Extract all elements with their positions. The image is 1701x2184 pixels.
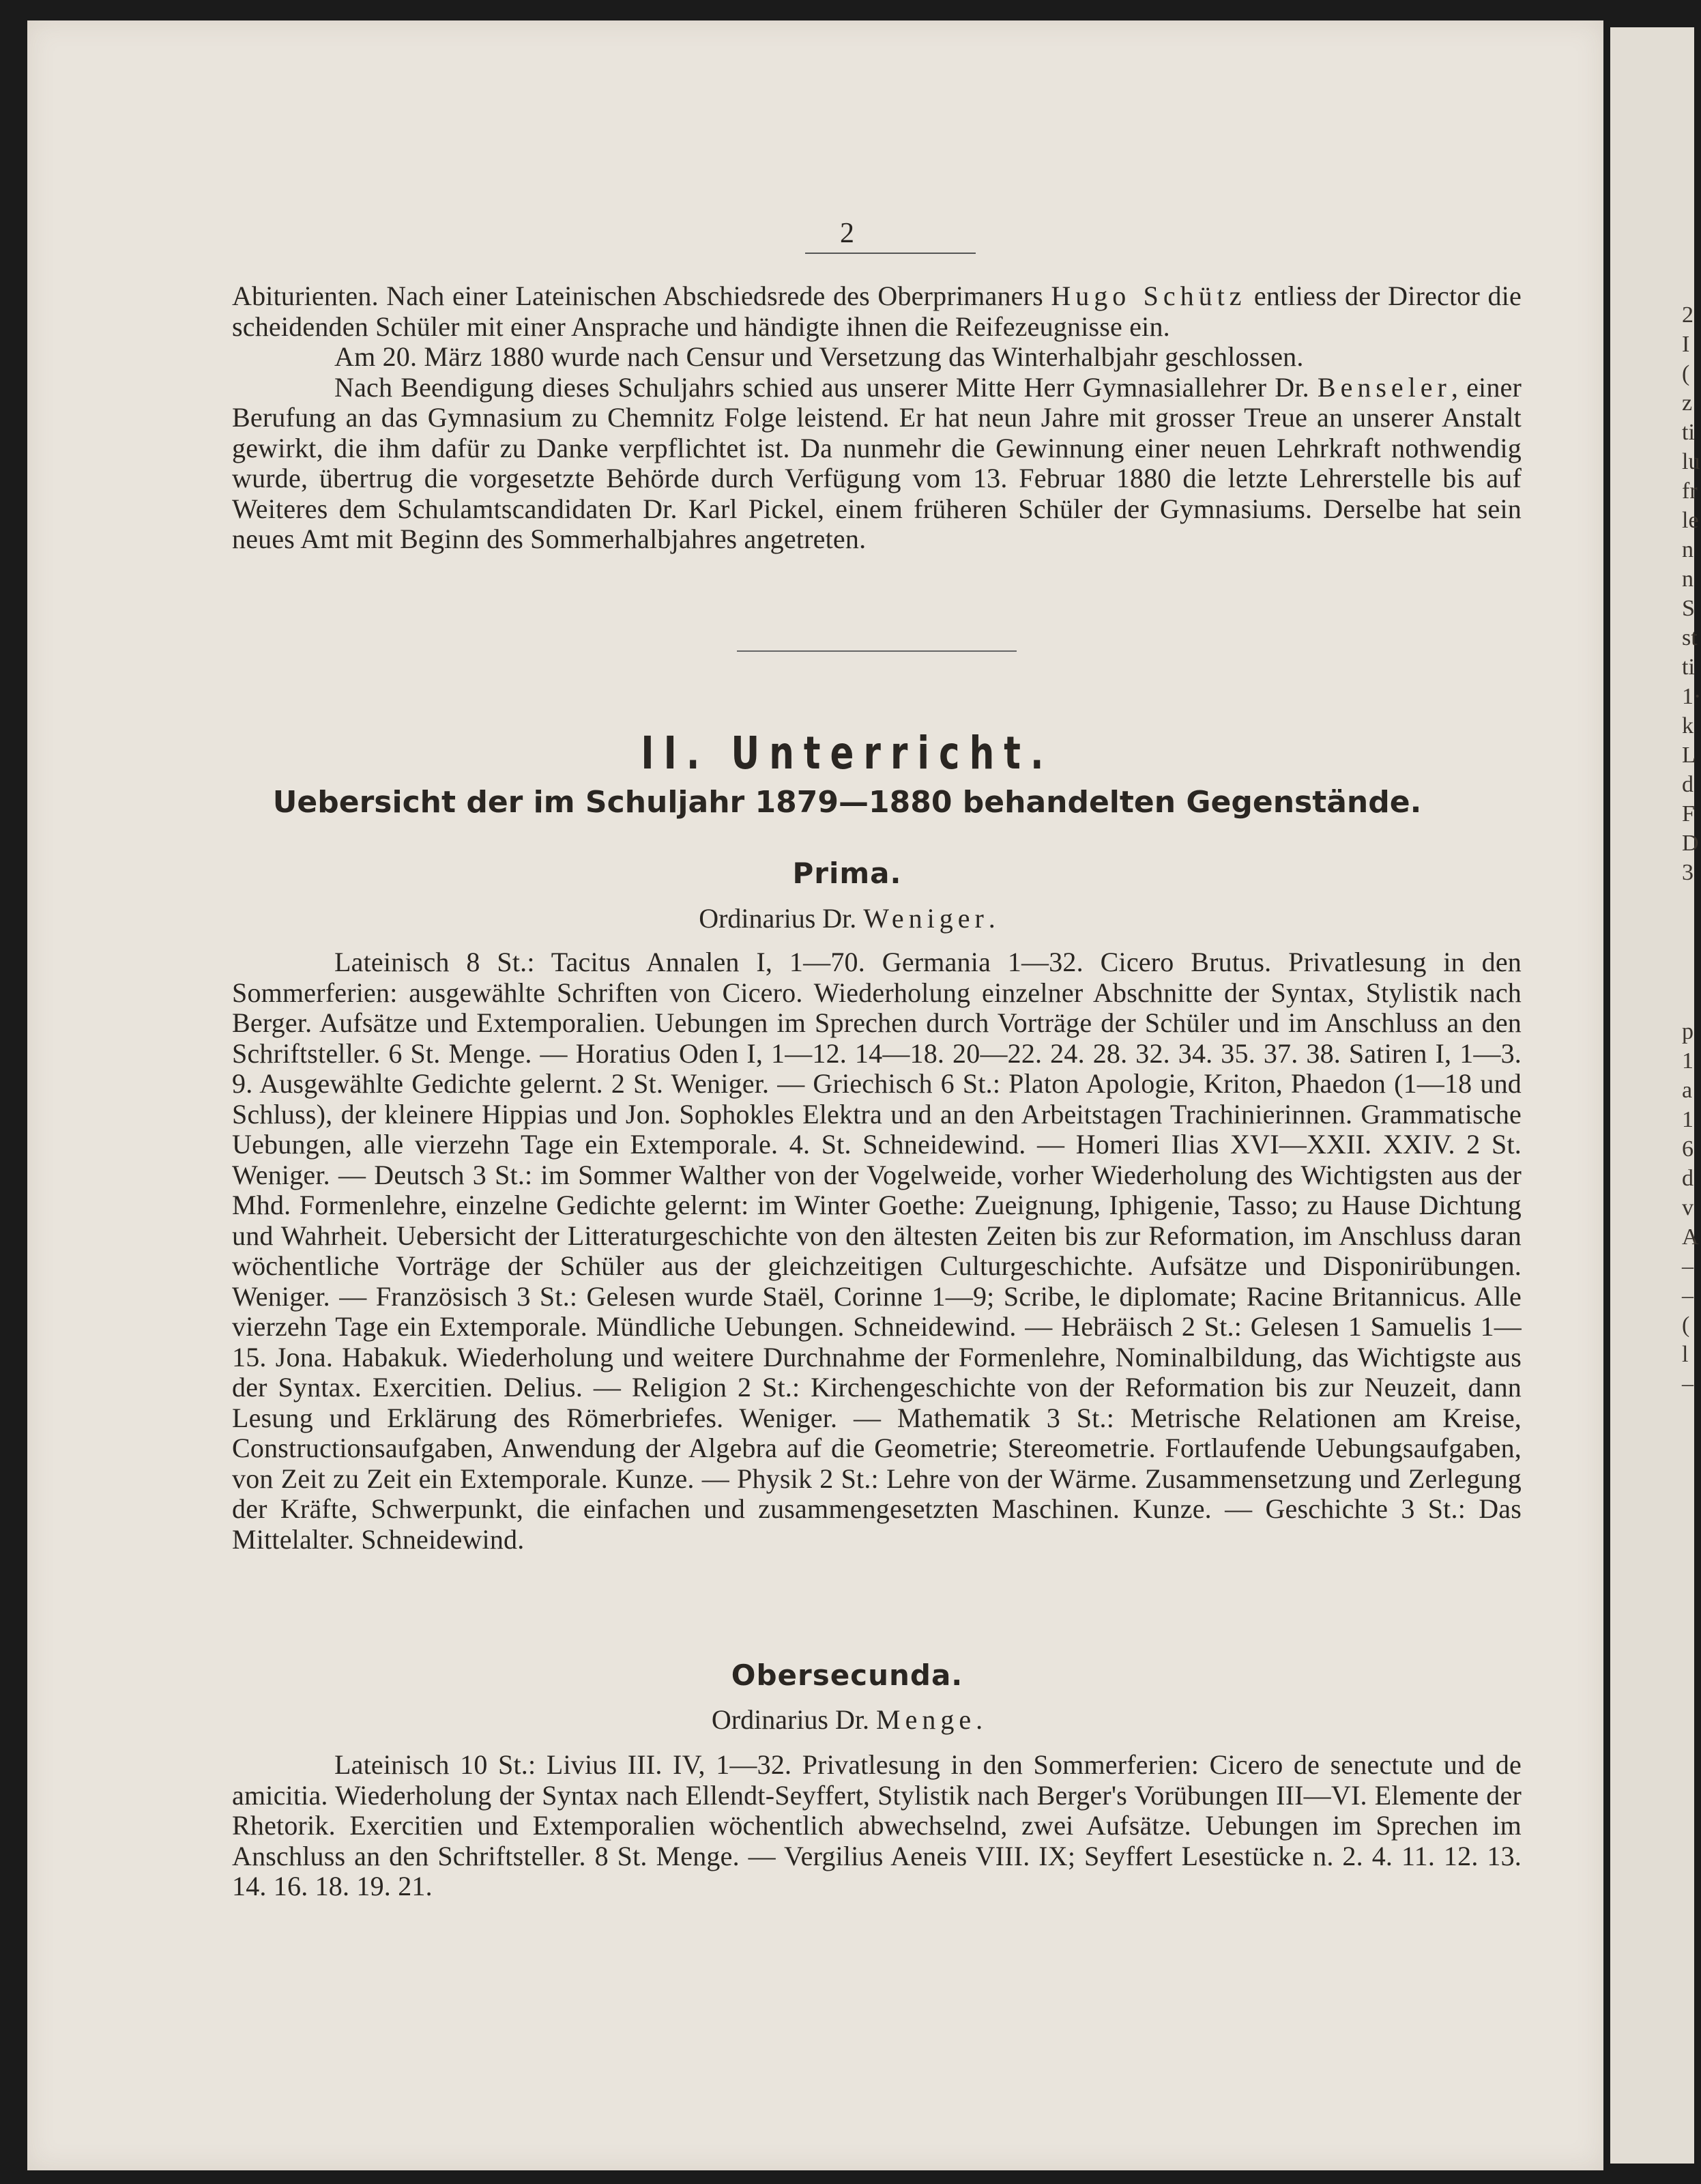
section-title: II. Unterricht.: [641, 727, 1053, 779]
section-divider: [737, 650, 1017, 652]
ordinarius-prima: Ordinarius Dr. Weniger.: [699, 903, 995, 934]
class-heading-prima: Prima.: [792, 857, 902, 890]
intro-paragraph: Abiturienten. Nach einer Lateinischen Abschiedsrede des Oberprimaners Hugo Schütz entliess der Director die scheidenden Schüler mit einer Ansprache und händigte ihnen die Reifezeugnisse ein.: [232, 281, 1522, 342]
page-number: 2: [840, 218, 854, 249]
adjacent-page-text-lower: p 1 a 1 6 d v A – – ( l –: [1682, 1019, 1699, 1396]
adjacent-page-text-upper: 2 I ( z ti lu fr le n n S st ti 1· k L d F D 3: [1682, 302, 1701, 885]
intro-paragraph: Am 20. März 1880 wurde nach Censur und Versetzung das Winterhalbjahr geschlossen.: [334, 341, 1304, 372]
prima-curriculum: [232, 947, 1522, 1555]
intro-paragraph: Nach Beendigung dieses Schuljahrs schied aus unserer Mitte Herr Gymnasiallehrer Dr. Benseler, einer Berufung an das Gymnasium zu Chemnitz Folge leistend. Er hat neun Jahre mit grosser Treue an unserer Anstalt gewirkt, die ihm dafür zu Danke verpflichtet ist. Da nunmehr die Gewinnung einer neuen Lehrkraft nothwendig wurde, übertrug die vorgesetzte Behörde durch Verfügung vom 13. Februar 1880 die letzte Lehrerstelle bis auf Weiteres dem Schulamtscandidaten Dr. Karl Pickel, einem früheren Schüler der Gymnasiums. Derselbe hat sein neues Amt mit Beginn des Sommerhalbjahres angetreten.: [232, 371, 1522, 554]
overview-title: Uebersicht der im Schuljahr 1879—1880 behandelten Gegenstände.: [272, 785, 1422, 820]
intro-text: [232, 281, 1522, 555]
obersecunda-curriculum: [232, 1750, 1522, 1902]
ordinarius-obersecunda: Ordinarius Dr. Menge.: [711, 1704, 983, 1735]
obersecunda-curriculum-text: Lateinisch 10 St.: Livius III. IV, 1—32. Privatlesung in den Sommerferien: Cicero de senectute und de amicitia. Wiederholung der Syntax nach Ellendt-Seyffert, Stylistik nach Berger's Vorübungen III—VI. Elemente der Rhetorik. Exercitien und Extemporalien wöchentlich abwechselnd, zwei Aufsätze. Uebungen im Sprechen im Anschluss an den Schriftsteller. 8 St. Menge. — Vergilius Aeneis VIII. IX; Seyffert Lesestücke n. 2. 4. 11. 12. 13. 14. 16. 18. 19. 21.: [232, 1749, 1522, 1901]
prima-curriculum-text: Lateinisch 8 St.: Tacitus Annalen I, 1—70. Germania 1—32. Cicero Brutus. Privatlesung in den Sommerferien: ausgewählte Schriften von Cicero. Wiederholung einzelner Abschnitte der Syntax, Stylistik nach Berger. Aufsätze und Extemporalien. Uebungen im Sprechen durch Vorträge der Schüler und im Anschluss an den Schriftsteller. 6 St. Menge. — Horatius Oden I, 1—12. 14—18. 20—22. 24. 28. 32. 34. 35. 37. 38. Satiren I, 1—3. 9. Ausgewählte Gedichte gelernt. 2 St. Weniger. — Griechisch 6 St.: Platon Apologie, Kriton, Phaedon (1—18 und Schluss), der kleinere Hippias und Jon. Sophokles Elektra und an den Arbeitstagen Trachinierinnen. Grammatische Uebungen, alle vierzehn Tage ein Extemporale. 4. St. Schneidewind. — Homeri Ilias XVI—XXII. XXIV. 2 St. Weniger. — Deutsch 3 St.: im Sommer Walther von der Vogelweide, vorher Wiederholung des Wichtigsten aus der Mhd. Formenlehre, einzelne Gedichte gelernt: im Winter Goethe: Zueignung, Iphigenie, Tasso; zu Hause Dichtung und Wahrheit. Uebersicht der Litteraturgeschichte von den ältesten Zeiten bis zur Reformation, im Anschluss daran wöchentliche Vorträge der Schüler aus der gleichzeitigen Culturgeschichte. Aufsätze und Disponirübungen. Weniger. — Französisch 3 St.: Gelesen wurde Staël, Corinne 1—9; Scribe, le diplomate; Racine Britannicus. Alle vierzehn Tage ein Extemporale. Mündliche Uebungen. Schneidewind. — Hebräisch 2 St.: Gelesen 1 Samuelis 1—15. Jona. Habakuk. Wiederholung und weitere Durchnahme der Formenlehre, Nominalbildung, das Wichtigste aus der Syntax. Exercitien. Delius. — Religion 2 St.: Kirchengeschichte von der Reformation bis zur Neuzeit, dann Lesung und Erklärung des Römerbriefes. Weniger. — Mathematik 3 St.: Metrische Relationen am Kreise, Constructionsaufgaben, Anwendung der Algebra auf die Geometrie; Stereometrie. Fortlaufende Uebungsaufgaben, von Zeit zu Zeit ein Extemporale. Kunze. — Physik 2 St.: Lehre von der Wärme. Zusammensetzung und Zerlegung der Kräfte, Schwerpunkt, die einfachen und zusammengesetzten Maschinen. Kunze. — Geschichte 3 St.: Das Mittelalter. Schneidewind.: [232, 947, 1522, 1555]
page-number-rule: [805, 253, 976, 254]
name-emphasis: Benseler: [1317, 371, 1451, 403]
adjacent-page-edge: [1610, 27, 1701, 2164]
name-emphasis: Hugo Schütz: [1051, 281, 1247, 311]
class-heading-obersecunda: Obersecunda.: [731, 1658, 963, 1692]
